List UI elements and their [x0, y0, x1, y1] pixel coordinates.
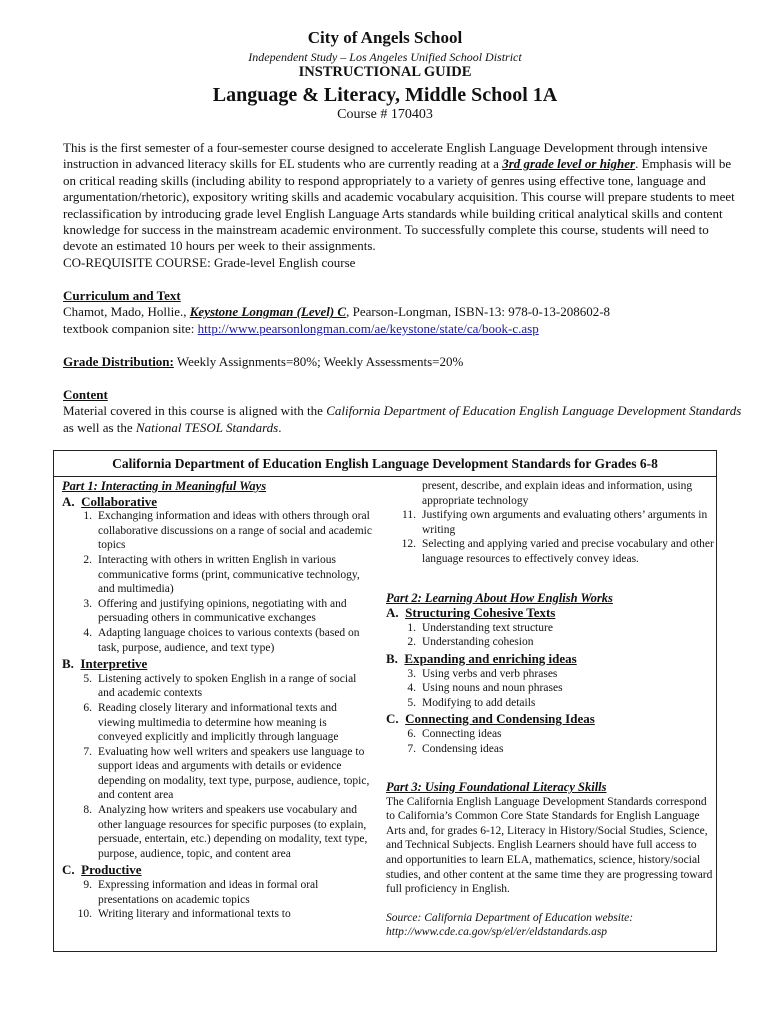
category-letter: B. — [386, 650, 398, 666]
companion-site-link[interactable]: http://www.pearsonlongman.com/ae/keystone/state/ca/book-c.asp — [197, 320, 539, 336]
list-item — [386, 621, 716, 636]
grading-heading: Grade Distribution: — [63, 354, 174, 369]
part1-list-a — [62, 509, 372, 655]
category-letter: A. — [62, 493, 75, 509]
course-title: Language & Literacy, Middle School 1A — [212, 84, 558, 106]
curriculum-text — [63, 304, 743, 320]
list-item — [386, 667, 716, 682]
ca-standards-ref: California Department of Education English Language Development Standards — [326, 403, 742, 419]
category-letter: A. — [386, 605, 399, 621]
item-text: Using verbs and verb phrases — [422, 667, 558, 680]
part3-text: The California English Language Development Standards correspond to California’s Common Core State Standards for English Language Arts and, for grades 6-12, Literacy in History/Social Studies, Science, and Technical Subjects. English Learners should have full access to and opportunities to learn ELA, mathematics, science, history/social studies, and other content at the same time they are progressing toward full proficiency in English. — [386, 795, 713, 896]
category-name: Connecting and Condensing Ideas — [405, 711, 595, 727]
item-number: 3. — [407, 667, 416, 680]
part1-list-b — [62, 672, 372, 862]
category-letter: C. — [62, 862, 75, 878]
source-label: Source: California Department of Education website: — [386, 911, 634, 924]
item-number: 1. — [83, 510, 92, 523]
item-text: Analyzing how writers and speakers use vocabulary and other language resources for specific purposes (to explain, persuade, entertain, etc.) depending on modality, text type, purpose, audience, topic, and content area — [98, 804, 368, 860]
part1-title: Part 1: Interacting in Meaningful Ways — [62, 479, 267, 493]
item-number: 6. — [83, 701, 92, 714]
list-item — [62, 553, 372, 597]
list-item — [62, 701, 372, 745]
item-text: Understanding text structure — [422, 621, 553, 634]
content-text-1: Material covered in this course is aligned with the — [63, 403, 327, 419]
standards-right-column — [386, 479, 716, 940]
item-number: 3. — [83, 597, 92, 610]
course-number: Course # 170403 — [337, 107, 433, 122]
part2-list-b — [386, 667, 716, 711]
item-number: 6. — [407, 727, 416, 740]
item-text: Listening actively to spoken English in a range of social and academic contexts — [98, 672, 357, 700]
item-text: Expressing information and ideas in formal oral presentations on academic topics — [98, 879, 319, 906]
intro-paragraph — [63, 140, 743, 271]
list-item — [62, 509, 372, 553]
part2-category-b — [386, 652, 716, 667]
part1-list-c-continued — [386, 508, 716, 566]
companion-site-label: textbook companion site: — [63, 320, 198, 336]
standards-box-title: California Department of Education English Language Development Standards for Grades 6-8 — [54, 451, 716, 477]
item-text: Connecting ideas — [422, 727, 502, 740]
item-number: 4. — [83, 626, 92, 639]
part2-list-a — [386, 621, 716, 650]
part1-list-c — [62, 878, 372, 922]
companion-site — [63, 321, 743, 337]
list-item — [62, 803, 372, 861]
list-item — [386, 635, 716, 650]
item-text: Justifying own arguments and evaluating others’ arguments in writing — [422, 509, 708, 536]
guide-label: INSTRUCTIONAL GUIDE — [298, 64, 472, 80]
category-name: Productive — [81, 862, 142, 878]
list-item — [62, 907, 372, 922]
tesol-standards-ref: National TESOL Standards — [135, 419, 279, 435]
item-number: 2. — [83, 553, 92, 566]
item-number: 8. — [83, 804, 92, 817]
item-10-continued: present, describe, and explain ideas and information, using appropriate technology — [422, 480, 693, 507]
list-item — [386, 727, 716, 742]
part2-list-c — [386, 727, 716, 756]
curriculum-heading: Curriculum and Text — [63, 288, 181, 303]
book-title: Keystone Longman (Level) C — [189, 304, 347, 320]
list-item — [386, 681, 716, 696]
category-name: Structuring Cohesive Texts — [405, 605, 556, 621]
item-text: Modifying to add details — [422, 696, 536, 709]
item-number: 12. — [401, 538, 416, 551]
list-item — [386, 508, 716, 537]
category-name: Expanding and enriching ideas — [404, 650, 577, 666]
book-publisher: , Pearson-Longman, ISBN-13: 978-0-13-208602-8 — [346, 304, 611, 320]
item-number: 7. — [83, 745, 92, 758]
item-text: Selecting and applying varied and precise vocabulary and other language resources to effectively convey ideas. — [422, 538, 714, 565]
part2-title: Part 2: Learning About How English Works — [386, 590, 613, 605]
part2-category-a — [386, 606, 716, 621]
category-name: Interpretive — [80, 656, 148, 672]
item-text: Offering and justifying opinions, negotiating with and persuading others in communicative exchanges — [98, 597, 347, 625]
reading-level-requirement: 3rd grade level or higher — [502, 156, 636, 172]
school-name: City of Angels School — [307, 28, 463, 47]
standards-left-column — [62, 479, 372, 922]
item-text: Understanding cohesion — [422, 636, 534, 649]
item-number: 9. — [83, 879, 92, 892]
item-text: Adapting language choices to various contexts (based on task, purpose, audience, and text type) — [98, 626, 360, 654]
curriculum-section — [63, 288, 743, 337]
item-text: Using nouns and noun phrases — [422, 682, 563, 695]
content-section — [63, 387, 743, 436]
item-number: 5. — [83, 672, 92, 685]
corequisite-note: CO-REQUISITE COURSE: Grade-level English course — [63, 254, 356, 270]
part1-category-b — [62, 657, 372, 672]
list-item — [386, 696, 716, 711]
item-number: 11. — [402, 509, 416, 522]
content-text-2: as well as the — [63, 419, 136, 435]
list-item — [62, 745, 372, 803]
part2-category-c — [386, 712, 716, 727]
content-text — [63, 403, 743, 436]
item-text: Evaluating how well writers and speakers use language to support ideas and arguments with details or evidence depending on modality, text type, purpose, audience, topic, and content area — [98, 745, 370, 802]
item-text: Exchanging information and ideas with others through oral collaborative discussions on a range of social and academic topics — [98, 510, 372, 552]
grading-section — [63, 354, 743, 370]
part3-title: Part 3: Using Foundational Literacy Skills — [386, 780, 607, 795]
list-item — [62, 672, 372, 701]
item-text: Reading closely literary and informational texts and viewing multimedia to determine how meaning is conveyed explicitly and implicitly through language — [98, 701, 339, 744]
part1-category-c — [62, 863, 372, 878]
item-text: Condensing ideas — [422, 742, 504, 755]
content-text-3: . — [278, 419, 282, 435]
source-url: http://www.cde.ca.gov/sp/el/er/eldstandards.asp — [386, 926, 608, 939]
item-number: 2. — [407, 636, 416, 649]
list-item — [62, 597, 372, 626]
list-item — [386, 537, 716, 566]
part1-category-a — [62, 495, 372, 510]
item-text: Writing literary and informational texts to — [98, 908, 291, 921]
item-number: 10. — [77, 908, 92, 921]
grading-text: Weekly Assignments=80%; Weekly Assessments=20% — [173, 354, 464, 369]
intro-text-after: . Emphasis will be on critical reading skills (including ability to respond appropriately to a variety of genres using effective tone, language and argumentation/rhetoric), expository writing skills and academic vocabulary acquisition. This course will prepare students to meet reclassification by introducing grade level English Language Arts standards while building critical analytical skills and content knowledge for success in the mainstream academic environment. To successfully complete this course, students will need to devote an estimated 10 hours per week to their assignments. — [63, 156, 735, 254]
book-authors: Chamot, Mado, Hollie., — [63, 304, 190, 320]
list-item — [62, 626, 372, 655]
intro-text-before: This is the first semester of a four-semester course designed to accelerate English Language Development through intensive instruction in advanced literacy skills for EL students who are currently reading at a — [63, 140, 708, 172]
item-number: 5. — [407, 696, 416, 709]
item-number: 1. — [407, 621, 416, 634]
item-number: 7. — [407, 742, 416, 755]
list-item — [386, 742, 716, 757]
item-text: Interacting with others in written English in various communicative forms (print, communicative technology, and multimedia) — [98, 553, 360, 596]
category-letter: B. — [62, 656, 74, 672]
category-name: Collaborative — [81, 493, 157, 509]
category-letter: C. — [386, 711, 399, 727]
content-heading: Content — [63, 387, 108, 402]
list-item — [62, 878, 372, 907]
district-name: Independent Study – Los Angeles Unified School District — [248, 50, 522, 64]
item-number: 4. — [407, 682, 416, 695]
